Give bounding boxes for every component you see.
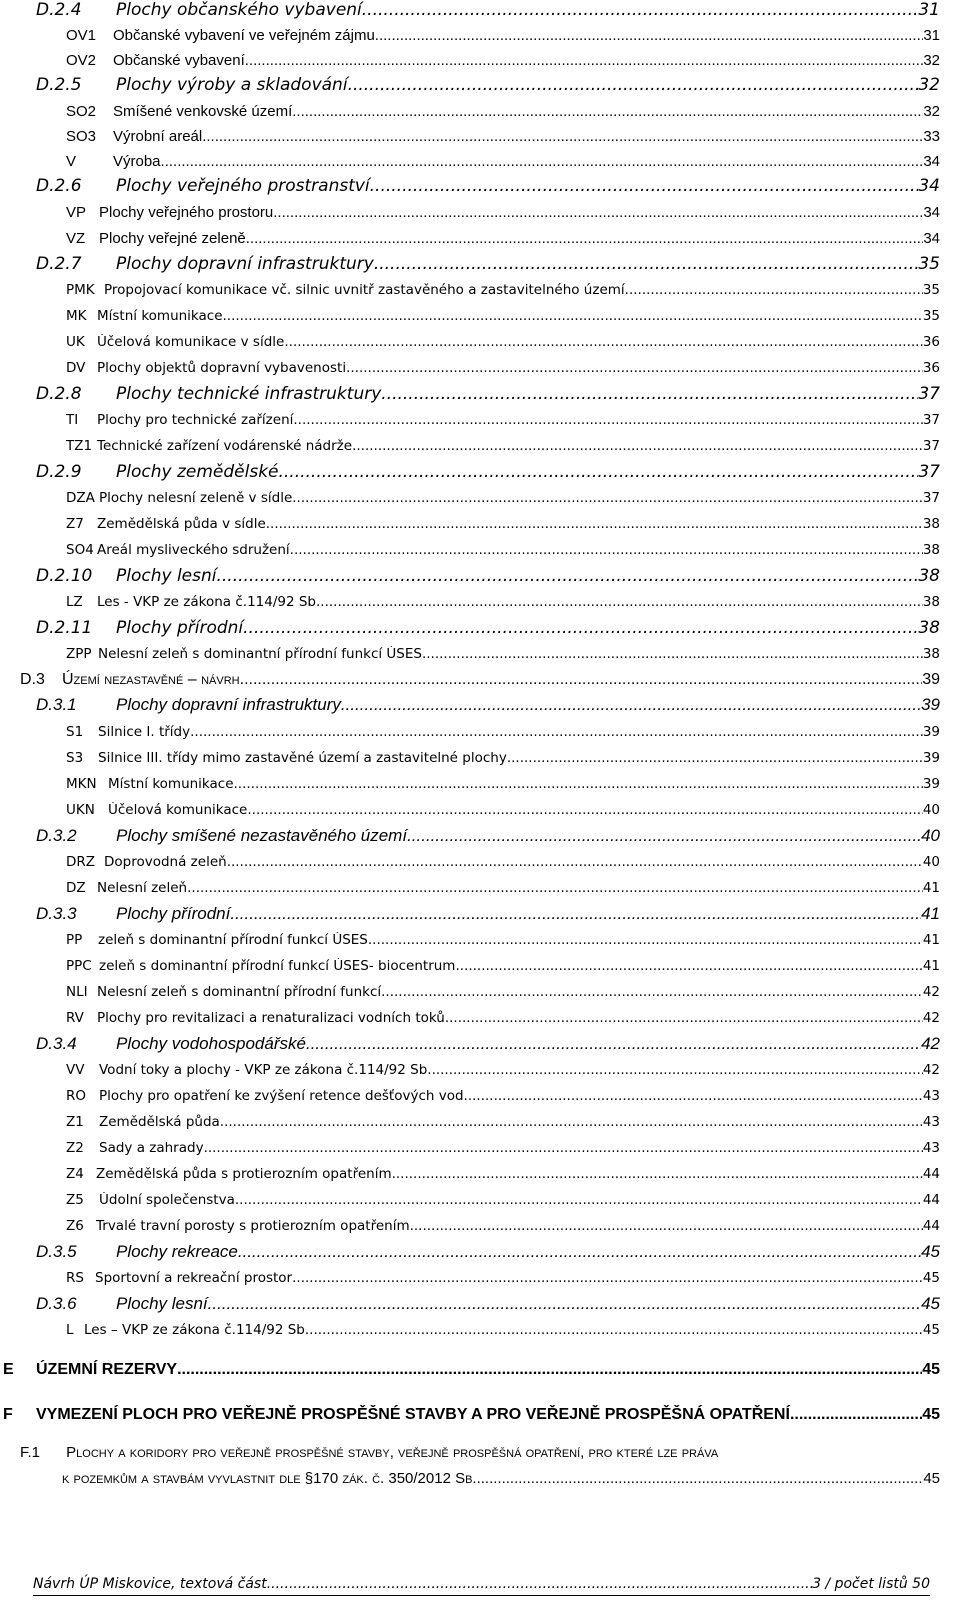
toc-entry[interactable]	[66, 542, 940, 558]
leader-dots	[348, 75, 919, 95]
entry-code: Z5	[66, 1192, 84, 1208]
entry-page: 41	[922, 958, 940, 974]
entry-title: Výrobní areál	[113, 128, 203, 145]
entry-page: 40	[921, 826, 940, 845]
entry-code: MK	[66, 308, 87, 324]
entry-title: Údolní společenstva	[99, 1192, 235, 1208]
entry-title: Občanské vybavení	[113, 52, 245, 69]
entry-code: Z2	[66, 1140, 84, 1156]
entry-title: Plochy zemědělské	[116, 462, 279, 482]
toc-entry-f1-line2[interactable]	[62, 1470, 940, 1488]
entry-title: Místní komunikace	[108, 776, 234, 792]
leader-dots	[410, 1218, 923, 1234]
entry-page: 41	[922, 932, 940, 948]
entry-page: 45	[922, 1270, 940, 1286]
toc-entry[interactable]	[66, 1270, 940, 1286]
entry-page: 37	[918, 384, 940, 404]
entry-code: SO3	[66, 128, 97, 145]
leader-dots	[247, 802, 922, 818]
entry-code: TZ1	[66, 438, 93, 454]
entry-page: 43	[922, 1088, 940, 1104]
entry-page: 38	[922, 516, 940, 532]
toc-entry[interactable]	[66, 230, 940, 248]
entry-page: 40	[922, 854, 940, 870]
leader-dots	[245, 52, 924, 70]
entry-page: 39	[922, 724, 940, 740]
leader-dots	[346, 360, 923, 376]
entry-page: 45	[922, 1322, 940, 1338]
entry-page: 45	[921, 1242, 940, 1261]
entry-title: Silnice III. třídy mimo zastavěné území a zastavitelné plochy	[98, 750, 507, 766]
entry-page: 43	[922, 1140, 940, 1156]
entry-code: Z1	[66, 1114, 84, 1130]
entry-page: 38	[918, 618, 940, 638]
entry-title: Zemědělská půda	[99, 1114, 220, 1130]
leader-dots	[208, 1294, 921, 1314]
toc-entry[interactable]	[36, 254, 940, 274]
entry-code: RV	[66, 1010, 84, 1026]
entry-code: D.3.1	[36, 695, 77, 714]
toc-entry[interactable]	[36, 904, 940, 924]
toc-entry[interactable]	[66, 802, 940, 818]
entry-title: Les – VKP ze zákona č.114/92 Sb.	[84, 1322, 310, 1338]
leader-dots	[432, 1062, 923, 1078]
entry-code: MKN	[66, 776, 97, 792]
entry-title: Trvalé travní porosty s protierozním opatřením	[96, 1218, 410, 1234]
entry-page: 38	[922, 594, 940, 610]
entry-page: 39	[921, 695, 940, 714]
entry-title: Sportovní a rekreační prostor	[95, 1270, 293, 1286]
entry-code: UK	[66, 334, 85, 350]
entry-code: D.3	[20, 671, 45, 688]
toc-entry[interactable]	[36, 176, 940, 196]
toc-entry[interactable]	[66, 750, 940, 766]
leader-dots	[392, 1166, 923, 1182]
entry-page: 43	[922, 1114, 940, 1130]
toc-entry[interactable]	[66, 984, 940, 1000]
leader-dots	[220, 1114, 923, 1130]
entry-page: 33	[923, 128, 940, 145]
leader-dots	[266, 516, 923, 532]
entry-code: OV1	[66, 27, 97, 44]
entry-title: Plochy lesní	[116, 566, 217, 586]
toc-entry[interactable]	[66, 1088, 940, 1104]
entry-page: 37	[918, 462, 940, 482]
entry-code: SO4	[66, 542, 94, 558]
toc-entry[interactable]	[36, 1034, 940, 1054]
leader-dots	[234, 776, 923, 792]
entry-title: Nelesní zeleň s dominantní přírodní funkcí	[97, 984, 382, 1000]
entry-page: 42	[922, 984, 940, 1000]
entry-title: Plochy přírodní	[116, 618, 244, 638]
toc-entry[interactable]	[36, 695, 940, 715]
entry-title: Doprovodná zeleň	[104, 854, 227, 870]
entry-code: D.2.6	[36, 176, 82, 196]
toc-entry[interactable]	[66, 204, 940, 222]
toc-entry[interactable]	[66, 360, 940, 376]
leader-dots	[240, 670, 923, 689]
leader-dots	[370, 176, 919, 196]
entry-page: 31	[918, 0, 940, 20]
entry-title: Plochy vodohospodářské	[116, 1034, 306, 1053]
entry-code: D.3.5	[36, 1242, 77, 1261]
toc-entry[interactable]	[66, 490, 940, 506]
entry-page: 39	[922, 671, 940, 688]
entry-title: Nelesní zeleň s dominantní přírodní funkcí ÚSES	[98, 646, 422, 662]
entry-code: PPC	[66, 958, 92, 974]
entry-code: S1	[66, 724, 84, 740]
leader-dots	[292, 490, 923, 506]
entry-page: 38	[922, 542, 940, 558]
entry-code: TI	[66, 412, 79, 428]
entry-code: NLI	[66, 984, 88, 1000]
entry-page: 38	[922, 646, 940, 662]
entry-code: D.2.10	[36, 566, 93, 586]
toc-entry[interactable]	[3, 1360, 940, 1379]
entry-page: 34	[923, 153, 940, 170]
leader-dots	[187, 880, 923, 896]
entry-title: Nelesní zeleň	[97, 880, 188, 896]
entry-code: Z4	[66, 1166, 84, 1182]
entry-title: zeleň s dominantní přírodní funkcí ÚSES	[98, 932, 368, 948]
entry-code: D.2.4	[36, 0, 82, 20]
leader-dots	[309, 1322, 923, 1338]
entry-code: F.1	[20, 1444, 41, 1461]
entry-page: 35	[922, 308, 940, 324]
entry-code: OV2	[66, 52, 97, 69]
leader-dots	[230, 904, 921, 924]
entry-code: D.3.4	[36, 1034, 77, 1053]
entry-title: Místní komunikace	[97, 308, 223, 324]
toc-entry[interactable]	[66, 932, 940, 948]
entry-code: F	[3, 1406, 13, 1423]
entry-title: Občanské vybavení ve veřejném zájmu	[113, 27, 375, 44]
leader-dots	[477, 1470, 924, 1488]
entry-page: 40	[922, 802, 940, 818]
leader-dots	[243, 618, 918, 638]
entry-page: 41	[921, 904, 940, 923]
entry-page: 45	[921, 1294, 940, 1313]
entry-page: 45	[922, 1406, 940, 1423]
entry-code: D.2.8	[36, 384, 82, 404]
leader-dots	[238, 1242, 921, 1262]
toc-entry[interactable]	[36, 1242, 940, 1262]
toc-entry[interactable]	[66, 153, 940, 171]
entry-page: 34	[923, 230, 940, 247]
entry-title: Plochy veřejné zeleně	[99, 230, 246, 247]
toc-entry[interactable]	[66, 958, 940, 974]
leader-dots	[235, 1192, 923, 1208]
leader-dots	[284, 334, 922, 350]
entry-title: Plochy veřejného prostoru	[99, 204, 274, 221]
entry-code: DV	[66, 360, 86, 376]
entry-title: Účelová komunikace v sídle	[97, 334, 285, 350]
leader-dots	[204, 1140, 923, 1156]
entry-code: VP	[66, 204, 87, 221]
entry-title: Plochy dopravní infrastruktury	[116, 695, 341, 714]
entry-title: Sady a zahrady	[99, 1140, 204, 1156]
leader-dots	[273, 204, 923, 222]
toc-entry[interactable]	[66, 27, 940, 45]
entry-code: VV	[66, 1062, 85, 1078]
entry-code: E	[3, 1361, 14, 1378]
toc-entry[interactable]	[36, 384, 940, 404]
toc-entry[interactable]	[3, 1405, 940, 1424]
leader-dots	[362, 0, 919, 20]
toc-entry[interactable]	[66, 516, 940, 532]
entry-code: D.2.9	[36, 462, 82, 482]
entry-page: 45	[923, 1470, 940, 1487]
leader-dots	[227, 854, 923, 870]
leader-dots	[381, 984, 923, 1000]
entry-title: Zemědělská půda v sídle	[97, 516, 266, 532]
entry-code: D.2.7	[36, 254, 82, 274]
toc-entry[interactable]	[36, 1294, 940, 1314]
entry-title: zeleň s dominantní přírodní funkcí ÚSES- biocentrum	[99, 958, 456, 974]
leader-dots	[507, 750, 923, 766]
toc-entry[interactable]	[66, 282, 940, 298]
toc-entry[interactable]	[66, 594, 940, 610]
toc-entry[interactable]	[66, 52, 940, 70]
entry-title: Plochy přírodní	[116, 904, 231, 923]
entry-title: Vodní toky a plochy - VKP ze zákona č.114/92 Sb.	[99, 1062, 432, 1078]
entry-title: Plochy dopravní infrastruktury	[116, 254, 374, 274]
leader-dots	[625, 282, 923, 298]
footer-rule	[33, 1595, 930, 1596]
leader-dots	[190, 724, 923, 740]
toc-entry[interactable]	[66, 724, 940, 740]
entry-title: Území nezastavěné – návrh	[62, 671, 240, 688]
toc-entry[interactable]	[66, 880, 940, 896]
entry-page: 37	[922, 438, 940, 454]
toc-entry[interactable]	[36, 75, 940, 95]
leader-dots	[292, 1270, 923, 1286]
toc-entry[interactable]	[66, 308, 940, 324]
entry-code: V	[66, 153, 77, 170]
entry-page: 35	[918, 254, 940, 274]
toc-entry[interactable]	[36, 826, 940, 846]
leader-dots	[381, 384, 918, 404]
entry-title: Plochy nelesní zeleně v sídle	[99, 490, 293, 506]
entry-code: D.2.11	[36, 618, 93, 638]
toc-entry-f1-line1[interactable]	[20, 1444, 718, 1461]
leader-dots	[161, 153, 924, 171]
entry-title: Výroba	[113, 153, 161, 170]
entry-code: ZPP	[66, 646, 92, 662]
leader-dots	[223, 308, 923, 324]
entry-page: 31	[923, 27, 940, 44]
entry-code: PMK	[66, 282, 95, 298]
entry-code: RO	[66, 1088, 87, 1104]
entry-title: Plochy výroby a skladování	[116, 75, 348, 95]
leader-dots	[306, 1034, 921, 1054]
leader-dots	[320, 594, 923, 610]
entry-page: 44	[922, 1166, 940, 1182]
entry-title: Plochy občanského vybavení	[116, 0, 362, 20]
toc-entry[interactable]	[66, 103, 940, 121]
entry-code: DZ	[66, 880, 86, 896]
entry-page: 39	[922, 750, 940, 766]
entry-title: Účelová komunikace	[108, 802, 248, 818]
entry-code: D.3.2	[36, 826, 77, 845]
entry-title: Plochy technické infrastruktury	[116, 384, 382, 404]
entry-title: Areál mysliveckého sdružení	[97, 542, 290, 558]
toc-entry[interactable]	[66, 1218, 940, 1234]
leader-dots	[422, 646, 923, 662]
entry-code: RS	[66, 1270, 84, 1286]
toc-entry[interactable]	[66, 1166, 940, 1182]
entry-page: 34	[923, 204, 940, 221]
entry-page: 32	[918, 75, 940, 95]
entry-code: UKN	[66, 802, 95, 818]
toc-entry[interactable]	[66, 438, 940, 454]
entry-code: D.3.6	[36, 1294, 77, 1313]
toc-entry[interactable]	[66, 1114, 940, 1130]
entry-page: 42	[922, 1010, 940, 1026]
entry-code: VZ	[66, 230, 86, 247]
footer-leader-dots	[267, 1576, 812, 1592]
entry-title: Plochy lesní	[116, 1294, 208, 1313]
entry-code: S3	[66, 750, 84, 766]
entry-title: ÚZEMNÍ REZERVY	[36, 1361, 178, 1378]
entry-title: Plochy a koridory pro veřejně prospěšné stavby, veřejně prospěšná opatření, pro které lze práva	[66, 1444, 719, 1461]
toc-entry[interactable]	[66, 1192, 940, 1208]
leader-dots	[292, 103, 923, 121]
toc-entry[interactable]	[66, 646, 940, 662]
entry-code: Z7	[66, 516, 84, 532]
entry-title: Smíšené venkovské území	[113, 103, 293, 120]
entry-page: 42	[922, 1062, 940, 1078]
entry-page: 36	[922, 360, 940, 376]
entry-page: 37	[922, 412, 940, 428]
toc-entry[interactable]	[20, 670, 940, 689]
toc-entry[interactable]	[66, 128, 940, 146]
entry-page: 32	[923, 52, 940, 69]
entry-page: 38	[918, 566, 940, 586]
entry-title: Plochy pro opatření ke zvýšení retence dešťových vod	[99, 1088, 464, 1104]
entry-page: 44	[922, 1218, 940, 1234]
entry-title: Plochy objektů dopravní vybavenosti	[97, 360, 347, 376]
toc-entry[interactable]	[66, 334, 940, 350]
toc-entry[interactable]	[66, 854, 940, 870]
entry-code: LZ	[66, 594, 83, 610]
footer-page-count: 3 / počet listů 50	[812, 1576, 930, 1592]
leader-dots	[217, 566, 919, 586]
entry-code: DRZ	[66, 854, 96, 870]
entry-title: Plochy veřejného prostranství	[116, 176, 370, 196]
toc-entry[interactable]	[66, 776, 940, 792]
leader-dots	[341, 695, 921, 715]
entry-title: Silnice I. třídy	[98, 724, 191, 740]
page-footer	[33, 1576, 930, 1592]
entry-code: D.2.5	[36, 75, 82, 95]
entry-page: 42	[921, 1034, 940, 1053]
entry-page: 34	[918, 176, 940, 196]
entry-title: VYMEZENÍ PLOCH PRO VEŘEJNĚ PROSPĚŠNÉ STAVBY A PRO VEŘEJNĚ PROSPĚŠNÁ OPATŘENÍ	[36, 1406, 790, 1423]
entry-code: D.3.3	[36, 904, 77, 923]
leader-dots	[455, 958, 922, 974]
entry-title: Propojovací komunikace vč. silnic uvnitř zastavěného a zastavitelného území	[104, 282, 625, 298]
toc-entry[interactable]	[36, 462, 940, 482]
leader-dots	[202, 128, 923, 146]
leader-dots	[375, 27, 924, 45]
leader-dots	[293, 412, 922, 428]
leader-dots	[352, 438, 923, 454]
footer-doc-title: Návrh ÚP Miskovice, textová část	[33, 1576, 267, 1592]
toc-entry[interactable]	[66, 1322, 940, 1338]
toc-entry[interactable]	[36, 566, 940, 586]
toc-entry[interactable]	[66, 1140, 940, 1156]
entry-page: 35	[922, 282, 940, 298]
entry-title: Les - VKP ze zákona č.114/92 Sb.	[97, 594, 321, 610]
entry-page: 37	[922, 490, 940, 506]
entry-title-continued: k pozemkům a stavbám vyvlastnit dle §170 zák. č. 350/2012 Sb.	[62, 1470, 477, 1487]
entry-code: SO2	[66, 103, 97, 120]
entry-page: 32	[923, 103, 940, 120]
leader-dots	[790, 1405, 922, 1424]
leader-dots	[177, 1360, 922, 1379]
toc-entry[interactable]	[36, 0, 940, 20]
entry-code: Z6	[66, 1218, 84, 1234]
leader-dots	[445, 1010, 923, 1026]
leader-dots	[279, 462, 919, 482]
entry-code: L	[66, 1322, 74, 1338]
leader-dots	[246, 230, 924, 248]
leader-dots	[464, 1088, 923, 1104]
entry-page: 39	[922, 776, 940, 792]
toc-entry[interactable]	[66, 412, 940, 428]
entry-code: DZA	[66, 490, 95, 506]
entry-title: Plochy pro revitalizaci a renaturalizaci vodních toků	[97, 1010, 445, 1026]
entry-title: Technické zařízení vodárenské nádrže	[97, 438, 353, 454]
leader-dots	[374, 254, 919, 274]
entry-page: 36	[922, 334, 940, 350]
entry-title: Plochy pro technické zařízení	[97, 412, 294, 428]
entry-code: PP	[66, 932, 83, 948]
entry-title: Zemědělská půda s protierozním opatřením	[96, 1166, 392, 1182]
toc-entry[interactable]	[66, 1010, 940, 1026]
entry-page: 44	[922, 1192, 940, 1208]
leader-dots	[290, 542, 923, 558]
entry-title: Plochy smíšené nezastavěného území	[116, 826, 408, 845]
leader-dots	[368, 932, 923, 948]
toc-entry[interactable]	[36, 618, 940, 638]
toc-entry[interactable]	[66, 1062, 940, 1078]
entry-title: Plochy rekreace	[116, 1242, 238, 1261]
leader-dots	[407, 826, 921, 846]
entry-page: 45	[922, 1361, 940, 1378]
entry-page: 41	[922, 880, 940, 896]
